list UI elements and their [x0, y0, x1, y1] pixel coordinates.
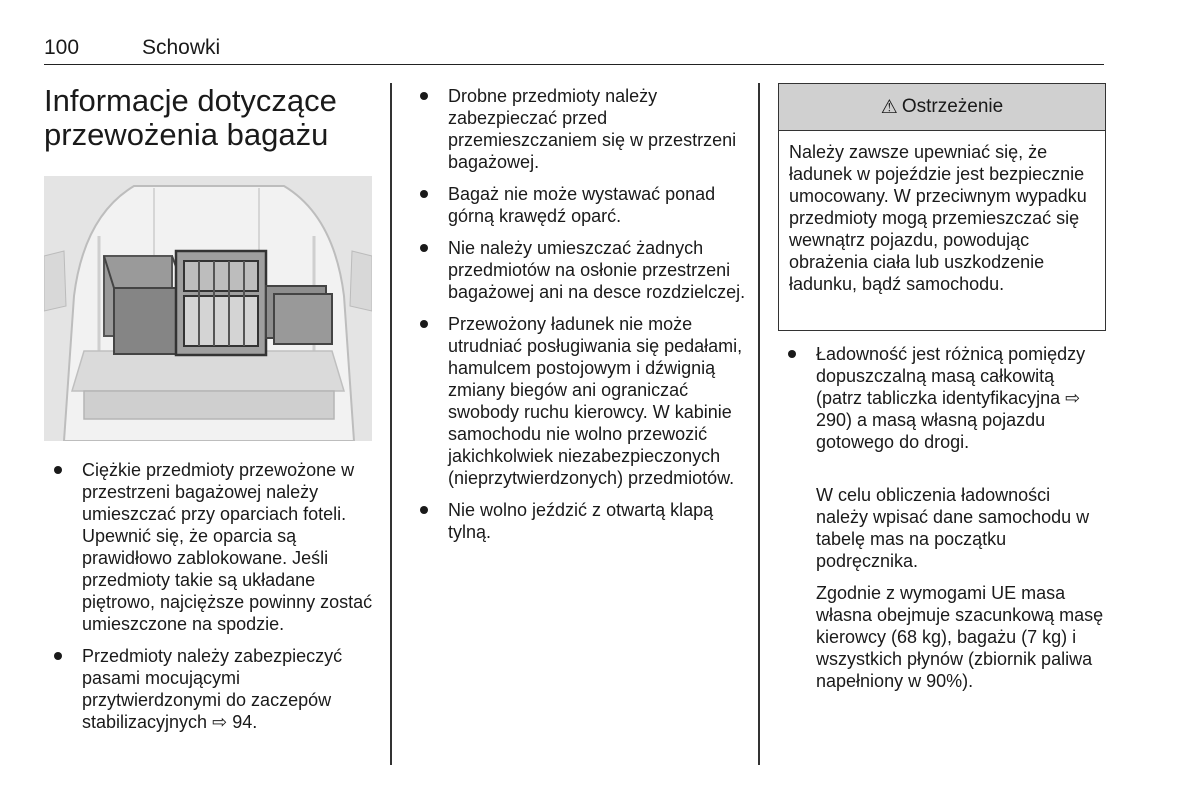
bullet-icon: [420, 320, 428, 328]
page-header: [44, 34, 1104, 65]
luggage-illustration: [44, 176, 372, 441]
list-item: Przewożony ładunek nie może utrudniać posługiwania się pedałami, hamulcem postojowym i dźwignią zmiany biegów ani ograniczać swobody ruchu kierowcy. W kabinie samochodu nie wolno przewozić jakichkolwiek niezabezpieczonych (nieprzytwierdzonych) przedmiotów.: [410, 313, 750, 489]
bullet-icon: [420, 92, 428, 100]
section-title: Informacje dotyczące przewożenia bagażu: [44, 83, 337, 152]
payload-paragraph-2: Zgodnie z wymogami UE masa własna obejmuje szacunkową masę kierowcy (68 kg), bagażu (7 kg) i wszystkich płynów (zbiornik paliwa napełniony w 90%).: [816, 583, 1104, 691]
bullet-icon: [788, 350, 796, 358]
warning-text: Należy zawsze upewniać się, że ładunek w pojeździe jest bezpiecznie umocowany. W przeciwnym wypadku przedmioty mogą przemieszczać się wewnątrz pojazdu, powodując obrażenia ciała lub uszkodzenie ładunku, bądź samochodu.: [789, 142, 1087, 294]
warning-header: [779, 84, 1105, 131]
list-item: Nie wolno jeździć z otwartą klapą tylną.: [410, 499, 750, 543]
page-number: 100: [44, 36, 80, 59]
page-ref-arrow-icon: ⇨: [1065, 388, 1081, 408]
page-ref[interactable]: 94.: [232, 712, 258, 732]
bullet-icon: [54, 652, 62, 660]
bullet-icon: [420, 244, 428, 252]
list-item: Ładowność jest różnicą pomiędzy dopuszczalną masą całkowitą (patrz tabliczka identyfikacyjna ⇨ 290) a masą własną pojazdu gotowego do drogi.: [778, 343, 1104, 453]
column-divider: [758, 83, 760, 765]
warning-box: [778, 83, 1106, 331]
trunk-luggage-drawing: [44, 176, 372, 441]
warning-title: Ostrzeżenie: [901, 96, 1004, 117]
list-item: Przedmioty należy zabezpieczyć pasami mocującymi przytwierdzonymi do zaczepów stabilizacyjnych ⇨ 94.: [44, 645, 374, 733]
warning-triangle-icon: ⚠: [880, 96, 898, 118]
page-ref[interactable]: 290) a masą własną pojazdu gotowego do drogi.: [816, 410, 1046, 452]
col2-bullet-list: [410, 85, 750, 553]
col1-bullet-list: [44, 459, 374, 743]
col3-bullet-list: [778, 343, 1104, 463]
list-item: Bagaż nie może wystawać ponad górną krawędź oparć.: [410, 183, 750, 227]
bullet-icon: [420, 190, 428, 198]
chapter-title: Schowki: [142, 36, 221, 59]
bullet-icon: [54, 466, 62, 474]
payload-paragraph-1: W celu obliczenia ładowności należy wpisać dane samochodu w tabelę mas na początku podręcznika.: [816, 485, 1090, 571]
page-ref-arrow-icon: ⇨: [212, 712, 228, 732]
list-item: Ciężkie przedmioty przewożone w przestrzeni bagażowej należy umieszczać przy oparciach foteli. Upewnić się, że oparcia są prawidłowo zablokowane. Jeśli przedmioty takie są układane piętrowo, najcięższe powinny zostać umieszczone na spodzie.: [44, 459, 374, 635]
column-divider: [390, 83, 392, 765]
bullet-icon: [420, 506, 428, 514]
list-item: Nie należy umieszczać żadnych przedmiotów na osłonie przestrzeni bagażowej ani na desce rozdzielczej.: [410, 237, 750, 303]
list-item: Drobne przedmioty należy zabezpieczać przed przemieszczaniem się w przestrzeni bagażowej.: [410, 85, 750, 173]
